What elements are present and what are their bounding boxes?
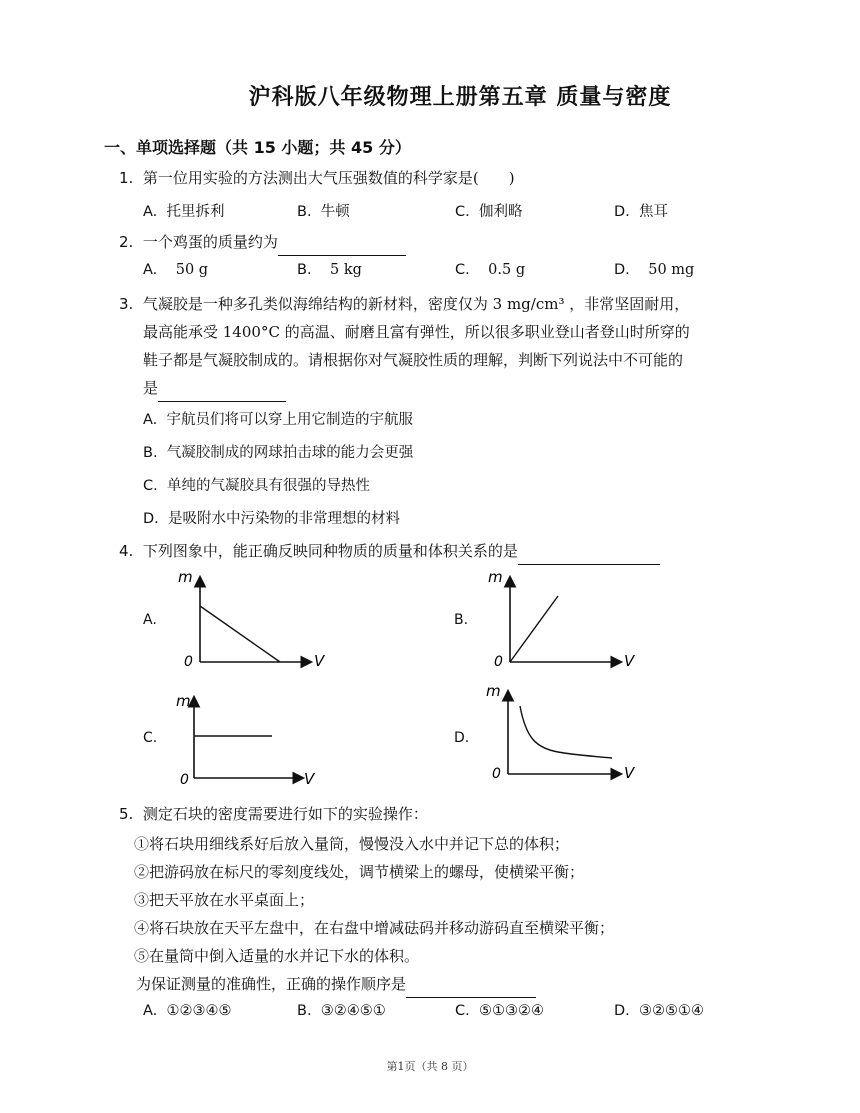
- q5-option-d[interactable]: [614, 1003, 704, 1019]
- option-letter: B.: [297, 262, 312, 278]
- q4-graph-c[interactable]: [172, 688, 332, 793]
- option-letter: C.: [143, 478, 158, 494]
- option-text: 0.5 g: [488, 262, 526, 278]
- option-letter: D.: [614, 262, 630, 278]
- origin-label: 0: [180, 772, 189, 788]
- m-axis-label: m: [178, 568, 193, 586]
- q2-option-a[interactable]: [143, 262, 208, 278]
- option-text: 焦耳: [639, 204, 668, 220]
- question-3-line-3: 鞋子都是气凝胶制成的。请根据你对气凝胶性质的理解，判断下列说法中不可能的: [143, 351, 684, 369]
- option-letter: A.: [143, 412, 158, 428]
- option-letter: A.: [143, 1003, 158, 1019]
- q1-option-a[interactable]: [143, 200, 225, 221]
- option-text: 50 mg: [648, 262, 695, 278]
- page-title: 沪科版八年级物理上册第五章 质量与密度: [248, 84, 672, 110]
- v-axis-label: V: [624, 652, 635, 670]
- option-letter: D.: [614, 1003, 630, 1019]
- question-text: 一个鸡蛋的质量约为: [142, 233, 278, 251]
- q5-step-3: ③把天平放在水平桌面上；: [134, 891, 315, 909]
- option-text: 伽利略: [478, 204, 523, 220]
- option-text: 气凝胶制成的网球拍击球的能力会更强: [166, 445, 414, 461]
- m-axis-label: m: [488, 568, 503, 586]
- option-letter: A.: [143, 204, 158, 220]
- q4-option-b-label[interactable]: B.: [454, 612, 469, 628]
- option-letter: A.: [143, 262, 158, 278]
- question-5: [119, 800, 428, 828]
- q4-option-c-label[interactable]: C.: [143, 730, 158, 746]
- option-letter: C.: [455, 262, 470, 278]
- origin-label: 0: [184, 654, 193, 670]
- question-2: [119, 228, 406, 256]
- question-number: 2.: [119, 233, 134, 251]
- question-number: 4.: [119, 542, 134, 560]
- option-text: 5 kg: [330, 262, 362, 278]
- v-axis-label: V: [624, 764, 635, 782]
- q4-option-a-label[interactable]: A.: [143, 612, 157, 628]
- q5-prompt-line: [136, 970, 776, 998]
- q1-option-c[interactable]: [455, 200, 522, 221]
- q4-option-d-label[interactable]: D.: [454, 730, 470, 746]
- question-number: 1.: [119, 169, 134, 187]
- q5-step-4: ④将石块放在天平左盘中，在右盘中增减砝码并移动游码直至横梁平衡；: [134, 919, 615, 937]
- q1-option-d[interactable]: [614, 200, 668, 221]
- question-1: [119, 164, 515, 192]
- q4-graph-b[interactable]: [482, 566, 642, 676]
- option-text: 50 g: [175, 262, 209, 278]
- question-text: 下列图象中，能正确反映同种物质的质量和体积关系的是: [142, 542, 518, 560]
- answer-blank[interactable]: [406, 979, 536, 998]
- origin-label: 0: [492, 766, 501, 782]
- option-text: ③②⑤①④: [639, 1003, 704, 1019]
- option-letter: C.: [455, 204, 470, 220]
- answer-blank[interactable]: [518, 546, 660, 565]
- q5-option-b[interactable]: [297, 1003, 386, 1019]
- v-axis-label: V: [304, 770, 315, 788]
- q5-step-5: ⑤在量筒中倒入适量的水并记下水的体积。: [134, 947, 420, 965]
- q4-graph-a[interactable]: [172, 566, 332, 676]
- question-number: 5.: [119, 805, 134, 823]
- section-heading: 一、单项选择题（共 15 小题；共 45 分）: [104, 138, 411, 157]
- q5-step-1: ①将石块用细线系好后放入量筒，慢慢没入水中并记下总的体积；: [134, 835, 570, 853]
- q3-option-d[interactable]: [143, 507, 400, 528]
- q2-option-d[interactable]: [614, 262, 694, 278]
- m-axis-label: m: [176, 692, 191, 710]
- m-axis-label: m: [486, 682, 501, 700]
- q3-option-a[interactable]: [143, 408, 413, 429]
- option-text: 单纯的气凝胶具有很强的导热性: [166, 478, 370, 494]
- answer-blank[interactable]: [158, 383, 286, 402]
- question-3-line-2: 最高能承受 1400°C 的高温、耐磨且富有弹性，所以很多职业登山者登山时所穿的: [143, 323, 690, 341]
- option-text: ①②③④⑤: [166, 1003, 232, 1019]
- q4-graph-d[interactable]: [482, 678, 642, 788]
- option-letter: C.: [455, 1003, 470, 1019]
- q5-option-a[interactable]: [143, 1003, 232, 1019]
- option-letter: B.: [297, 204, 312, 220]
- option-letter: D.: [143, 511, 159, 527]
- question-number: 3.: [119, 295, 134, 313]
- option-letter: B.: [143, 445, 158, 461]
- option-text: 是吸附水中污染物的非常理想的材料: [168, 511, 400, 527]
- option-text: ③②④⑤①: [320, 1003, 386, 1019]
- page-footer: 第1页（共 8 页）: [386, 1060, 474, 1073]
- question-3-line-4: [143, 374, 783, 402]
- question-text: 是: [143, 379, 159, 397]
- question-text: 测定石块的密度需要进行如下的实验操作：: [142, 805, 428, 823]
- option-text: 托里拆利: [166, 204, 225, 220]
- q1-option-b[interactable]: [297, 200, 350, 221]
- question-text: 气凝胶是一种多孔类似海绵结构的新材料，密度仅为 3 mg/cm³ ，非常坚固耐用，: [142, 295, 690, 313]
- question-text: 为保证测量的准确性，正确的操作顺序是: [136, 975, 407, 993]
- q3-option-c[interactable]: [143, 474, 370, 495]
- option-text: ⑤①③②④: [478, 1003, 544, 1019]
- q3-option-b[interactable]: [143, 441, 413, 462]
- question-text: 第一位用实验的方法测出大气压强数值的科学家是( ): [142, 169, 515, 187]
- option-letter: B.: [297, 1003, 312, 1019]
- q5-option-c[interactable]: [455, 1003, 544, 1019]
- option-text: 宇航员们将可以穿上用它制造的宇航服: [166, 412, 413, 428]
- answer-blank[interactable]: [278, 237, 406, 256]
- option-text: 牛顿: [320, 204, 350, 220]
- option-letter: D.: [614, 204, 630, 220]
- q2-option-b[interactable]: [297, 262, 362, 278]
- origin-label: 0: [494, 654, 503, 670]
- question-3-line-1: [119, 290, 689, 318]
- q2-option-c[interactable]: [455, 262, 525, 278]
- v-axis-label: V: [314, 652, 325, 670]
- question-4: [119, 537, 660, 565]
- q5-step-2: ②把游码放在标尺的零刻度线处，调节横梁上的螺母，使横梁平衡；: [134, 863, 585, 881]
